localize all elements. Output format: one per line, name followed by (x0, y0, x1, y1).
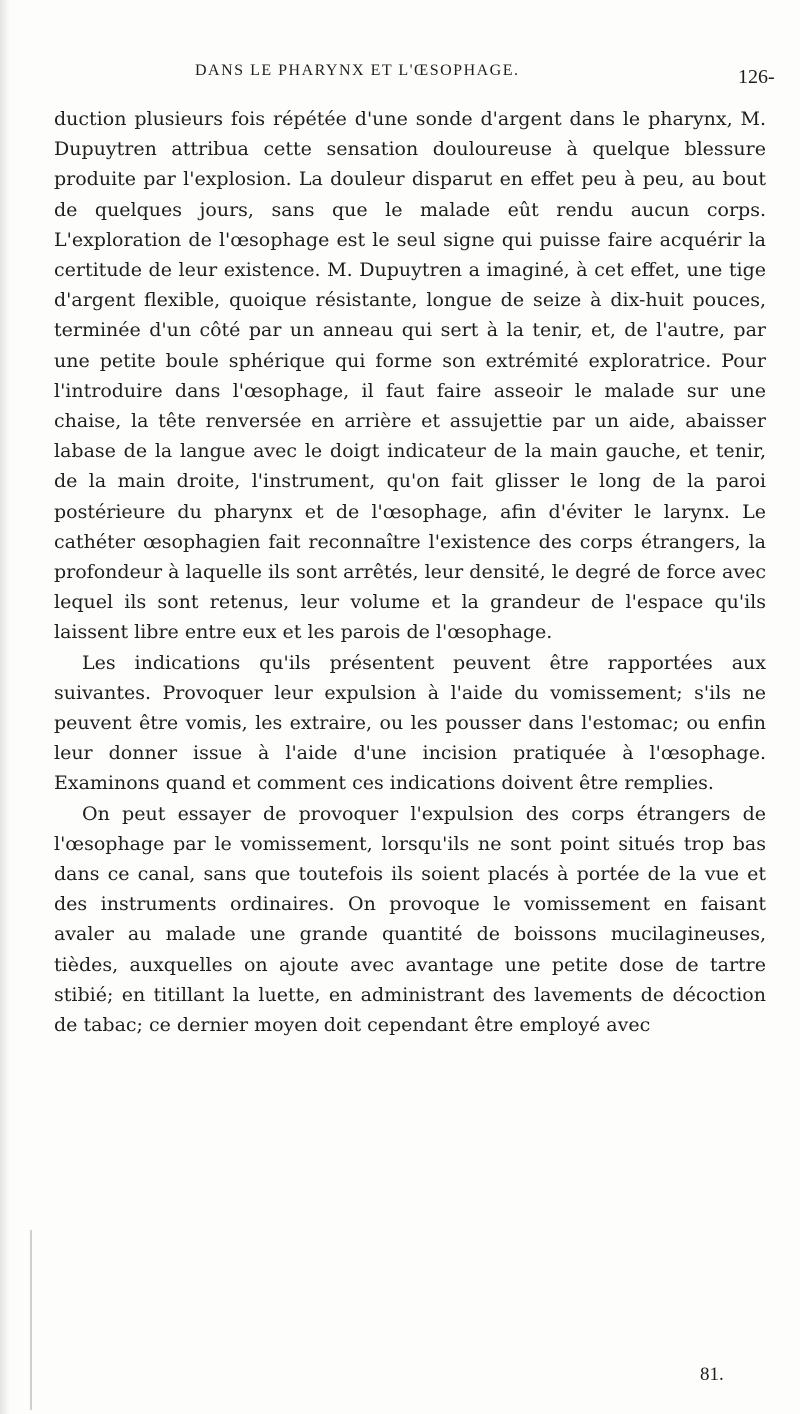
page-number: 126- (738, 66, 775, 88)
paragraph-indications: Les indications qu'ils présentent peuvent être rapportées aux suivantes. Provoquer leur expulsion à l'aide du vomissement; s'ils ne peuvent être vomis, les extraire, ou les pousser dans l'estomac; ou enfin leur donner issue à l'aide d'une incision pratiquée à l'œsophage. Examinons quand et comment ces indications doivent être remplies. (54, 651, 766, 795)
binding-shadow (0, 0, 10, 1414)
running-title: DANS LE PHARYNX ET L'ŒSOPHAGE. (195, 62, 520, 79)
sheet-signature: 81. (700, 1364, 724, 1385)
text-body (54, 104, 766, 1040)
paragraph-vomissement: On peut essayer de provoquer l'expulsion des corps étrangers de l'œsophage par le vomissement, lorsqu'ils ne sont point situés trop bas dans ce canal, sans que toutefois ils soient placés à portée de la vue et des instruments ordinaires. On provoque le vomissement en faisant avaler au malade une grande quantité de boissons mucilagineuses, tièdes, auxquelles on ajoute avec avantage une petite dose de tartre stibié; en titillant la luette, en administrant des lavements de décoction de tabac; ce dernier moyen doit cependant être employé avec (54, 802, 766, 1037)
page-edge-mark (30, 1230, 32, 1410)
paragraph-continued: duction plusieurs fois répétée d'une sonde d'argent dans le pharynx, M. Dupuytren attribua cette sensation douloureuse à quelque blessure produite par l'explosion. La douleur disparut en effet peu à peu, au bout de quelques jours, sans que le malade eût rendu aucun corps. L'exploration de l'œsophage est le seul signe qui puisse faire acquérir la certitude de leur existence. M. Dupuytren a imaginé, à cet effet, une tige d'argent flexible, quoique résistante, longue de seize à dix-huit pouces, terminée d'un côté par un anneau qui sert à la tenir, et, de l'autre, par une petite boule sphérique qui forme son extrémité exploratrice. Pour l'introduire dans l'œsophage, il faut faire asseoir le malade sur une chaise, la tête renversée en arrière et assujettie par un aide, abaisser labase de la langue avec le doigt indicateur de la main gauche, et tenir, de la main droite, l'instrument, qu'on fait glisser le long de la paroi postérieure du pharynx et de l'œsophage, afin d'éviter le larynx. Le cathéter œsophagien fait reconnaître l'existence des corps étrangers, la profondeur à laquelle ils sont arrêtés, leur densité, le degré de force avec lequel ils sont retenus, leur volume et la grandeur de l'espace qu'ils laissent libre entre eux et les parois de l'œsophage. (54, 108, 766, 644)
running-head (0, 50, 800, 86)
